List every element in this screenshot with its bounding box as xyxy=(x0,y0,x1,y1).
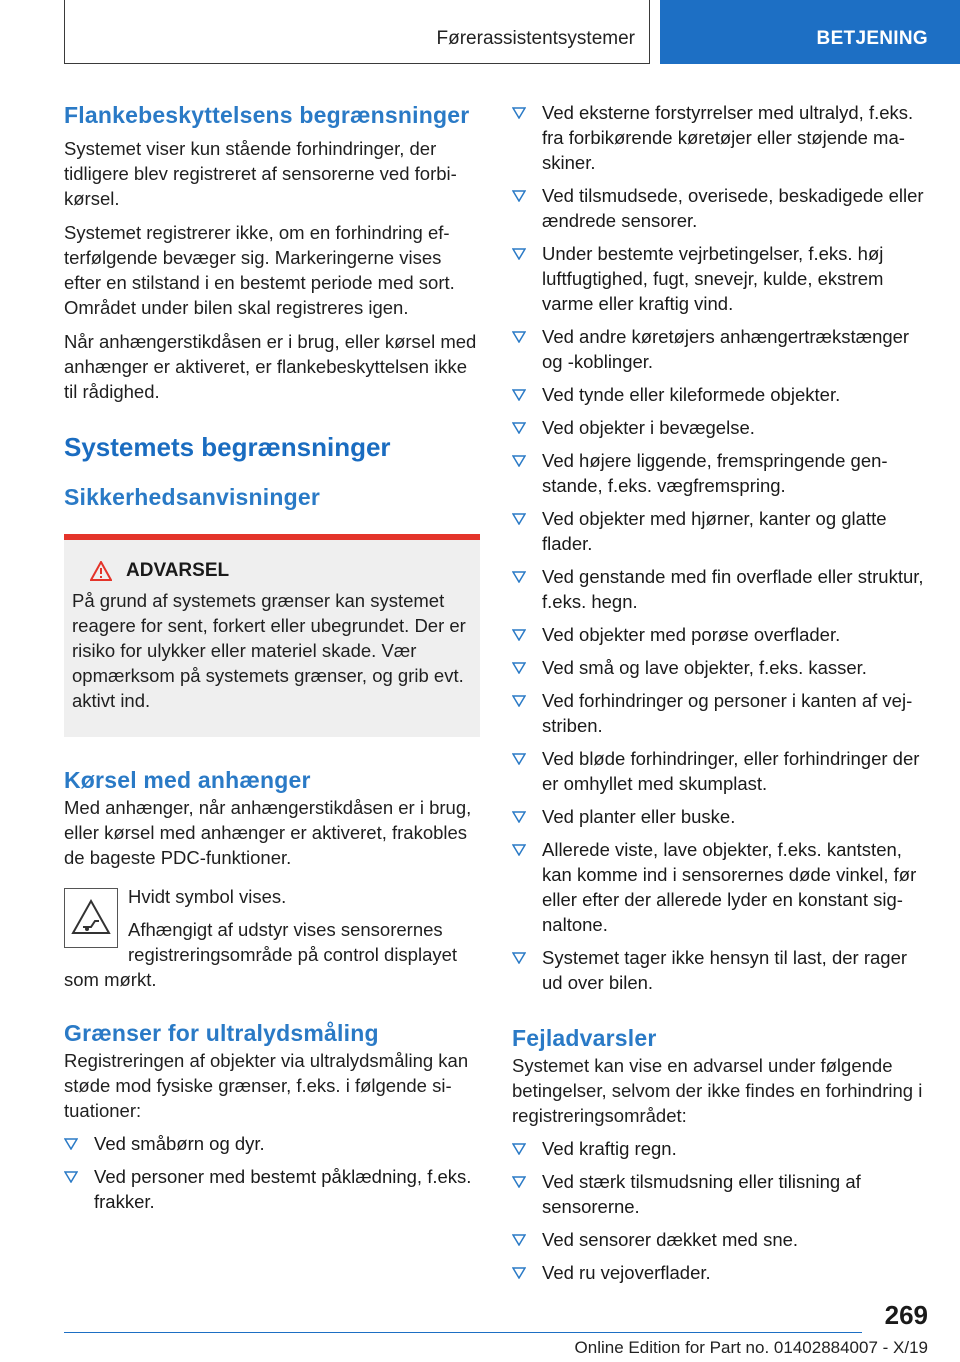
symbol-text: Afhængigt af udstyr vises sensorernes registreringsområde på control displayet xyxy=(128,919,458,965)
triangle-bullet-icon xyxy=(512,389,526,401)
triangle-bullet-icon xyxy=(512,662,526,674)
triangle-bullet-icon xyxy=(512,513,526,525)
list-item: Ved objekter med porøse overflader. xyxy=(512,622,928,647)
bullet-list xyxy=(512,100,928,995)
list-item: Ved højere liggende, fremspringende genstande, f.eks. vægfremspring. xyxy=(512,448,928,498)
triangle-bullet-icon xyxy=(512,1176,526,1188)
triangle-bullet-icon xyxy=(512,190,526,202)
heading-safety: Sikkerhedsanvisninger xyxy=(64,484,321,510)
trailer-warning-icon xyxy=(64,888,118,948)
page-header xyxy=(0,0,960,66)
symbol-text: Hvidt symbol vises. xyxy=(128,886,287,907)
heading-ultrasound: Grænser for ultralydsmåling xyxy=(64,1020,379,1046)
footer-divider xyxy=(64,1332,862,1333)
list-item: Systemet tager ikke hensyn til last, der rager ud over bilen. xyxy=(512,945,928,995)
paragraph: Registreringen af objekter via ultralydsmåling kan støde mod fysiske grænser, f.eks. i følgende situationer: xyxy=(64,1050,469,1121)
list-item: Ved kraftig regn. xyxy=(512,1136,928,1161)
paragraph: Når anhængerstikdåsen er i brug, eller kørsel med anhænger er aktiveret, er flankebeskyttelsen ikke til rådighed. xyxy=(64,331,477,402)
triangle-bullet-icon xyxy=(64,1138,78,1150)
heading-flank: Flankebeskyttelsens begrænsninger xyxy=(64,102,470,128)
list-item: Ved genstande med fin overflade eller struktur, f.eks. hegn. xyxy=(512,564,928,614)
symbol-text-continued: som mørkt. xyxy=(64,969,157,990)
triangle-bullet-icon xyxy=(512,695,526,707)
list-item: Ved objekter i bevægelse. xyxy=(512,415,928,440)
chapter-title: Førerassistentsystemer xyxy=(436,28,635,49)
paragraph: Systemet registrerer ikke, om en forhindring efterfølgende bevæger sig. Markeringerne vises efter en stilstand i en bestemt periode med sort. Området under bilen skal registreres igen. xyxy=(64,222,455,318)
edition-text: Online Edition for Part no. 01402884007 - X/19 xyxy=(574,1338,928,1357)
right-column xyxy=(512,100,928,1293)
triangle-bullet-icon xyxy=(512,1234,526,1246)
triangle-bullet-icon xyxy=(512,331,526,343)
list-item: Ved småbørn og dyr. xyxy=(64,1131,480,1156)
triangle-bullet-icon xyxy=(512,1143,526,1155)
triangle-bullet-icon xyxy=(512,248,526,260)
triangle-bullet-icon xyxy=(512,753,526,765)
triangle-bullet-icon xyxy=(512,811,526,823)
triangle-bullet-icon xyxy=(512,422,526,434)
triangle-bullet-icon xyxy=(512,629,526,641)
list-item: Ved forhindringer og personer i kanten af vejstriben. xyxy=(512,688,928,738)
heading-system-limits: Systemets begrænsninger xyxy=(64,432,391,462)
list-item: Ved ru vejoverflader. xyxy=(512,1260,928,1285)
heading-trailer: Kørsel med anhænger xyxy=(64,767,311,793)
warning-triangle-icon xyxy=(90,561,112,581)
left-column xyxy=(64,100,480,1222)
paragraph: Systemet kan vise en advarsel under følgende betingelser, selvom der ikke findes en forhindring i registreringsområdet: xyxy=(512,1055,923,1126)
trailer-symbol-row xyxy=(64,884,480,967)
triangle-bullet-icon xyxy=(512,952,526,964)
bullet-list xyxy=(64,1131,480,1214)
list-item: Ved eksterne forstyrrelser med ultralyd, f.eks. fra forbikørende køretøjer eller støjende maskiner. xyxy=(512,100,928,175)
list-item: Ved små og lave objekter, f.eks. kasser. xyxy=(512,655,928,680)
list-item: Ved tilsmudsede, overisede, beskadigede eller ændrede sensorer. xyxy=(512,183,928,233)
heading-fault: Fejladvarsler xyxy=(512,1025,657,1051)
warning-label: ADVARSEL xyxy=(126,560,230,581)
page-number: 269 xyxy=(884,1300,928,1330)
list-item: Ved planter eller buske. xyxy=(512,804,928,829)
paragraph: Med anhænger, når anhængerstikdåsen er i brug, eller kørsel med anhænger er aktiveret, frakobles de bageste PDC-funktioner. xyxy=(64,797,472,868)
list-item: Ved sensorer dækket med sne. xyxy=(512,1227,928,1252)
triangle-bullet-icon xyxy=(512,455,526,467)
list-item: Ved bløde forhindringer, eller forhindringer der er omhyllet med skumplast. xyxy=(512,746,928,796)
list-item: Ved tynde eller kileformede objekter. xyxy=(512,382,928,407)
warning-text: På grund af systemets grænser kan systemet reagere for sent, forkert eller ubegrundet. Der er risiko for ulykker eller materiel skade. Vær opmærksom på systemets grænser, og grib evt. aktivt ind. xyxy=(72,590,466,711)
triangle-bullet-icon xyxy=(512,844,526,856)
paragraph: Systemet viser kun stående forhindringer, der tidligere blev registreret af sensorerne ved forbikørsel. xyxy=(64,138,457,209)
triangle-bullet-icon xyxy=(512,107,526,119)
section-title: BETJENING xyxy=(816,28,928,49)
section-tab xyxy=(660,0,960,64)
list-item: Ved objekter med hjørner, kanter og glatte flader. xyxy=(512,506,928,556)
list-item: Ved personer med bestemt påklædning, f.eks. frakker. xyxy=(64,1164,480,1214)
triangle-bullet-icon xyxy=(512,1267,526,1279)
triangle-bullet-icon xyxy=(64,1171,78,1183)
list-item: Under bestemte vejrbetingelser, f.eks. høj luftfugtighed, fugt, snevejr, kulde, ekstrem varme eller kraftig vind. xyxy=(512,241,928,316)
list-item: Ved andre køretøjers anhængertrækstænger og -koblinger. xyxy=(512,324,928,374)
list-item: Ved stærk tilsmudsning eller tilisning af sensorerne. xyxy=(512,1169,928,1219)
list-item: Allerede viste, lave objekter, f.eks. kantsten, kan komme ind i sensorernes døde vinkel, før eller efter der allerede lyder en konstant signaltone. xyxy=(512,837,928,937)
triangle-bullet-icon xyxy=(512,571,526,583)
chapter-tab xyxy=(64,0,650,64)
warning-box xyxy=(64,540,480,737)
fault-bullet-list xyxy=(512,1136,928,1285)
